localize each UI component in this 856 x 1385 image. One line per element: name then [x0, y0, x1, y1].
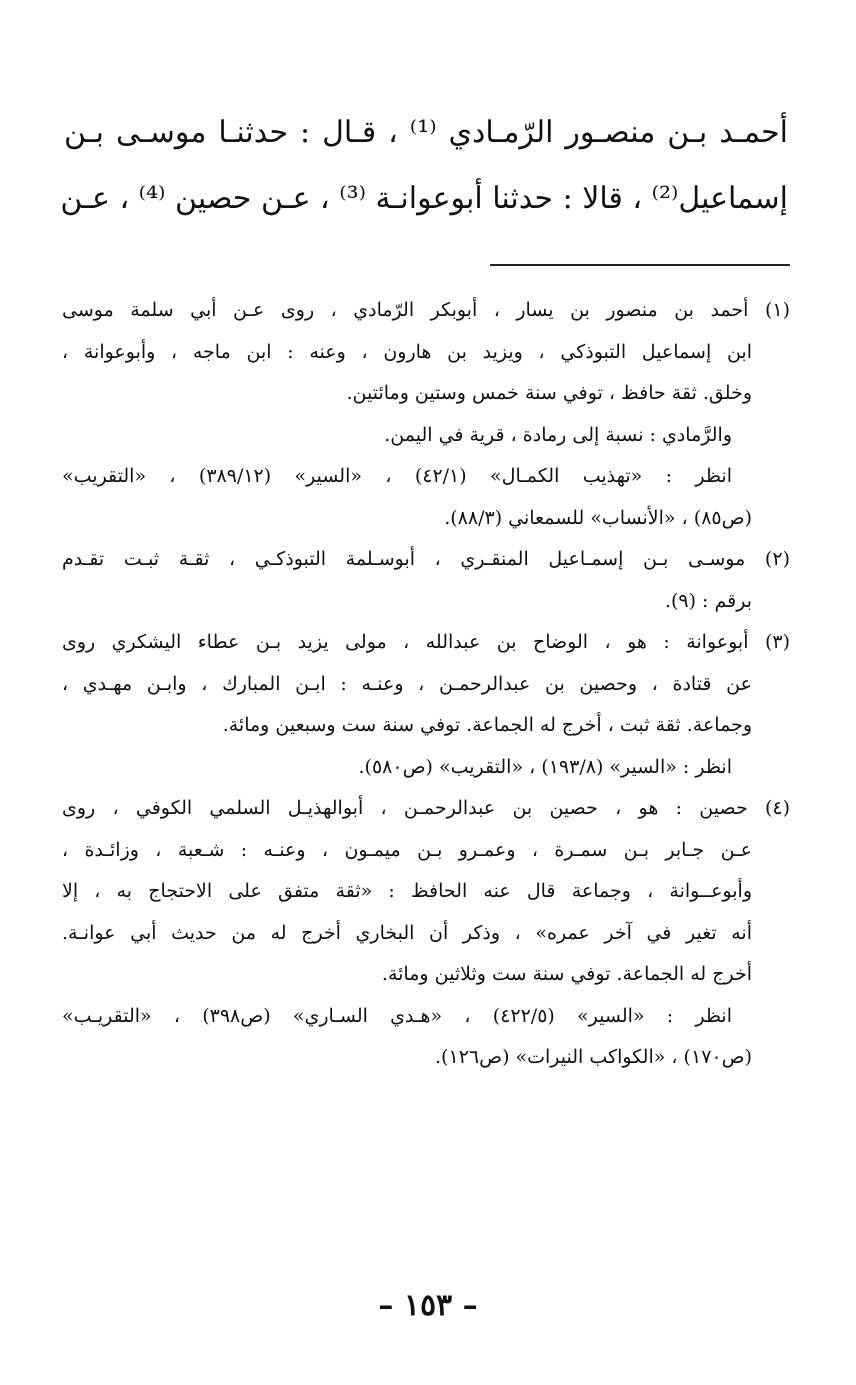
- footnote-line: أنه تغير في آخر عمره» ، وذكر أن البخاري أخرج له من حديث أبي عوانـة.: [62, 921, 752, 944]
- footnote-line: (ص٨٥) ، «الأنساب» للسمعاني (٨٨/٣).: [444, 506, 752, 529]
- footnote-1: [62, 290, 790, 539]
- footnote-line: وخلق. ثقة حافظ ، توفي سنة خمس وستين ومائتين.: [346, 382, 752, 404]
- footnote-line: (ص١٧٠) ، «الكواكب النيرات» (ص١٢٦).: [435, 1046, 752, 1068]
- footnote-line: (٤) حصين : هو ، حصين بن عبدالرحمـن ، أبوالهذيـل السلمي الكوفي ، روى: [62, 797, 790, 819]
- footnote-2: [62, 539, 790, 622]
- footnote-line: والرَّمادي : نسبة إلى رمادة ، قرية في اليمن.: [384, 423, 732, 446]
- footnote-line: عـن جـابر بـن سمـرة ، وعمـرو بـن ميمـون ، وعنـه : شـعبة ، وزائـدة ،: [62, 838, 752, 861]
- footnote-4: [62, 788, 790, 1079]
- footnote-line: أخرج له الجماعة. توفي سنة ست وثلاثين ومائة.: [381, 963, 752, 985]
- footnote-3: [62, 622, 790, 788]
- footnotes: [62, 290, 790, 1079]
- footnote-separator: [490, 264, 790, 266]
- footnote-line: وأبوعــوانة ، وجماعة قال عنه الحافظ : «ثقة متفق على الاحتجاج به ، إلا: [62, 880, 752, 902]
- page-number: – ١٥٣ –: [378, 1288, 478, 1323]
- main-text-line: أحمـد بـن منصـور الرّمـادي ⁽¹⁾ ، قـال : حدثنـا موسـى بـن: [64, 115, 789, 150]
- footnote-line: انظر : «تهذيب الكمـال» (٤٢/١) ، «السير» (٣٨٩/١٢) ، «التقريب»: [62, 465, 733, 487]
- footnote-line: ابن إسماعيل التبوذكي ، ويزيد بن هارون ، وعنه : ابن ماجه ، وأبوعوانة ،: [62, 340, 752, 363]
- footnote-line: (٣) أبوعوانة : هو ، الوضاح بن عبدالله ، مولى يزيد بـن عطاء اليشكري روى: [62, 631, 790, 653]
- footnote-line: برقم : (٩).: [664, 589, 752, 612]
- footnote-line: وجماعة. ثقة ثبت ، أخرج له الجماعة. توفي سنة ست وسبعين ومائة.: [222, 714, 752, 736]
- main-text-line: إسماعيل⁽²⁾ ، قالا : حدثنا أبوعوانـة ⁽³⁾ ، عـن حصين ⁽⁴⁾ ، عـن: [60, 181, 788, 216]
- footnote-line: عن قتادة ، وحصين بن عبدالرحمـن ، وعنـه : ابـن المبارك ، وابـن مهـدي ،: [62, 672, 752, 695]
- footnote-line: (٢) موسـى بـن إسمـاعيل المنقـري ، أبوسـلمة التبوذكـي ، ثقـة ثبـت تقـدم: [62, 548, 790, 570]
- footnote-line: انظر : «السير» (٤٢٢/٥) ، «هـدي السـاري» (ص٣٩٨) ، «التقريـب»: [62, 1004, 732, 1027]
- footnote-line: (١) أحمد بن منصور بن يسار ، أبوبكر الرّمادي ، روى عـن أبي سلمة موسى: [62, 299, 790, 321]
- footnote-line: انظر : «السير» (١٩٣/٨) ، «التقريب» (ص٥٨٠).: [358, 755, 732, 778]
- main-text: [60, 100, 789, 232]
